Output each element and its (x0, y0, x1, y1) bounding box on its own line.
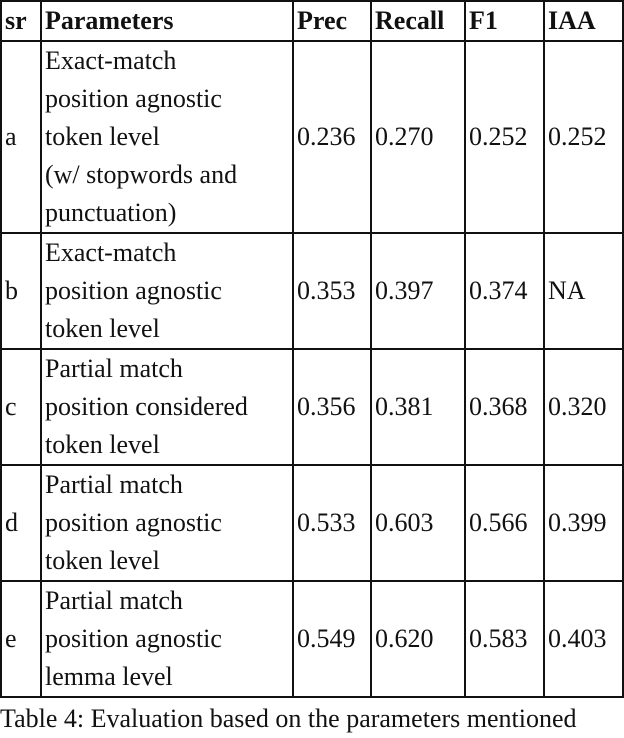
parameter-line: Partial match (45, 586, 183, 615)
parameter-line: position considered (45, 392, 248, 421)
parameter-line: token level (45, 546, 160, 575)
cell-parameters (41, 233, 293, 349)
header-parameters: Parameters (41, 1, 293, 41)
cell-iaa: 0.320 (544, 349, 623, 465)
cell-recall: 0.603 (371, 465, 465, 581)
cell-parameters (41, 465, 293, 581)
parameter-line: Partial match (45, 470, 183, 499)
parameter-line: token level (45, 430, 160, 459)
parameter-line: punctuation) (45, 198, 177, 227)
cell-sr: a (1, 41, 41, 233)
cell-recall: 0.397 (371, 233, 465, 349)
header-sr: sr (1, 1, 41, 41)
cell-iaa: 0.403 (544, 581, 623, 697)
cell-recall: 0.620 (371, 581, 465, 697)
parameter-line: (w/ stopwords and (45, 160, 238, 189)
cell-recall: 0.270 (371, 41, 465, 233)
cell-prec: 0.353 (293, 233, 371, 349)
parameter-line: lemma level (45, 662, 173, 691)
table-row (1, 233, 623, 349)
parameter-line: position agnostic (45, 84, 222, 113)
parameter-line: position agnostic (45, 508, 222, 537)
cell-parameters (41, 41, 293, 233)
cell-f1: 0.374 (465, 233, 544, 349)
cell-prec: 0.533 (293, 465, 371, 581)
cell-recall: 0.381 (371, 349, 465, 465)
cell-iaa: NA (544, 233, 623, 349)
cell-sr: c (1, 349, 41, 465)
parameter-line: Partial match (45, 354, 183, 383)
header-f1: F1 (465, 1, 544, 41)
parameter-line: Exact-match (45, 238, 177, 267)
cell-sr: e (1, 581, 41, 697)
cell-sr: d (1, 465, 41, 581)
cell-f1: 0.252 (465, 41, 544, 233)
header-iaa: IAA (544, 1, 623, 41)
cell-sr: b (1, 233, 41, 349)
table-row (1, 465, 623, 581)
table-row (1, 581, 623, 697)
table-row (1, 349, 623, 465)
parameter-line: token level (45, 122, 160, 151)
cell-prec: 0.356 (293, 349, 371, 465)
table-caption: Table 4: Evaluation based on the parameters mentioned (0, 704, 577, 733)
parameter-line: position agnostic (45, 276, 222, 305)
parameter-line: token level (45, 314, 160, 343)
parameter-line: Exact-match (45, 46, 177, 75)
header-recall: Recall (371, 1, 465, 41)
header-prec: Prec (293, 1, 371, 41)
cell-parameters (41, 349, 293, 465)
parameter-line: position agnostic (45, 624, 222, 653)
cell-f1: 0.566 (465, 465, 544, 581)
table-row (1, 41, 623, 233)
cell-f1: 0.368 (465, 349, 544, 465)
cell-f1: 0.583 (465, 581, 544, 697)
header-row (1, 1, 623, 41)
cell-prec: 0.549 (293, 581, 371, 697)
cell-iaa: 0.252 (544, 41, 623, 233)
cell-prec: 0.236 (293, 41, 371, 233)
cell-iaa: 0.399 (544, 465, 623, 581)
cell-parameters (41, 581, 293, 697)
